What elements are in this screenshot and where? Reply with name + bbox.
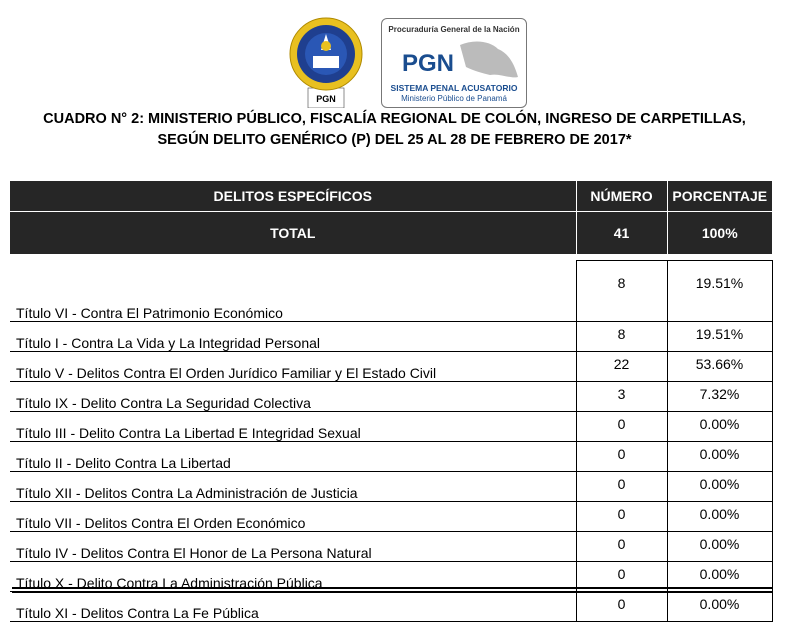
row-label: Título IX - Delito Contra La Seguridad Colectiva (10, 382, 576, 412)
table-row (10, 532, 772, 562)
row-percent: 0.00% (667, 472, 772, 502)
row-percent: 0.00% (667, 502, 772, 532)
row-label: Título VII - Delitos Contra El Orden Económico (10, 502, 576, 532)
row-percent: 0.00% (667, 442, 772, 472)
row-number: 3 (576, 382, 667, 412)
row-label: Título X - Delito Contra La Administración Pública (10, 562, 576, 592)
row-label: Título V - Delitos Contra El Orden Jurídico Familiar y El Estado Civil (10, 352, 576, 382)
row-label: Título XI - Delitos Contra La Fe Pública (10, 592, 576, 622)
total-percent: 100% (667, 212, 772, 255)
row-percent: 53.66% (667, 352, 772, 382)
row-number: 0 (576, 412, 667, 442)
row-label: Título VI - Contra El Patrimonio Económico (10, 261, 576, 322)
header-porcentaje: PORCENTAJE (667, 181, 772, 212)
title-line-2: SEGÚN DELITO GENÉRICO (P) DEL 25 AL 28 DE FEBRERO DE 2017* (157, 132, 632, 148)
svg-text:PGN: PGN (401, 50, 455, 77)
row-label: Título I - Contra La Vida y La Integridad Personal (10, 322, 576, 352)
row-number: 8 (576, 322, 667, 352)
bottom-rule-thin (12, 592, 772, 593)
pgn-logo (381, 18, 527, 108)
row-label: Título III - Delito Contra La Libertad E Integridad Sexual (10, 412, 576, 442)
table-header-row (10, 181, 772, 212)
table-row (10, 472, 772, 502)
table-row (10, 352, 772, 382)
svg-text:SISTEMA PENAL ACUSATORIO: SISTEMA PENAL ACUSATORIO (390, 83, 518, 93)
table-row (10, 261, 772, 322)
crimes-table (10, 181, 773, 622)
bottom-rule (12, 587, 772, 589)
logo-header (0, 10, 789, 108)
row-number: 0 (576, 532, 667, 562)
title-line-1: CUADRO N° 2: MINISTERIO PÚBLICO, FISCALÍA REGIONAL DE COLÓN, INGRESO DE CARPETILLAS, (43, 111, 746, 127)
table-row (10, 412, 772, 442)
row-number: 0 (576, 592, 667, 622)
svg-text:Procuraduría General de la Nac: Procuraduría General de la Nación (388, 25, 520, 34)
ministerio-publico-seal-logo (283, 16, 369, 108)
row-number: 8 (576, 261, 667, 322)
table-row (10, 442, 772, 472)
row-percent: 0.00% (667, 532, 772, 562)
table-row (10, 502, 772, 532)
total-label: TOTAL (10, 212, 576, 255)
row-number: 0 (576, 442, 667, 472)
row-percent: 0.00% (667, 562, 772, 592)
header-numero: NÚMERO (576, 181, 667, 212)
table-row (10, 382, 772, 412)
row-number: 0 (576, 472, 667, 502)
row-number: 0 (576, 562, 667, 592)
row-percent: 7.32% (667, 382, 772, 412)
row-percent: 19.51% (667, 322, 772, 352)
row-label: Título IV - Delitos Contra El Honor de La Persona Natural (10, 532, 576, 562)
row-percent: 0.00% (667, 592, 772, 622)
table-row (10, 322, 772, 352)
header-delitos: DELITOS ESPECÍFICOS (10, 181, 576, 212)
total-row (10, 212, 772, 255)
total-number: 41 (576, 212, 667, 255)
row-label: Título XII - Delitos Contra La Administración de Justicia (10, 472, 576, 502)
table-row (10, 592, 772, 622)
row-percent: 0.00% (667, 412, 772, 442)
row-number: 0 (576, 502, 667, 532)
svg-text:PGN: PGN (316, 94, 336, 104)
row-percent: 19.51% (667, 261, 772, 322)
report-title (0, 109, 789, 151)
svg-text:Ministerio Público de Panamá: Ministerio Público de Panamá (401, 94, 507, 103)
row-label: Título II - Delito Contra La Libertad (10, 442, 576, 472)
row-number: 22 (576, 352, 667, 382)
